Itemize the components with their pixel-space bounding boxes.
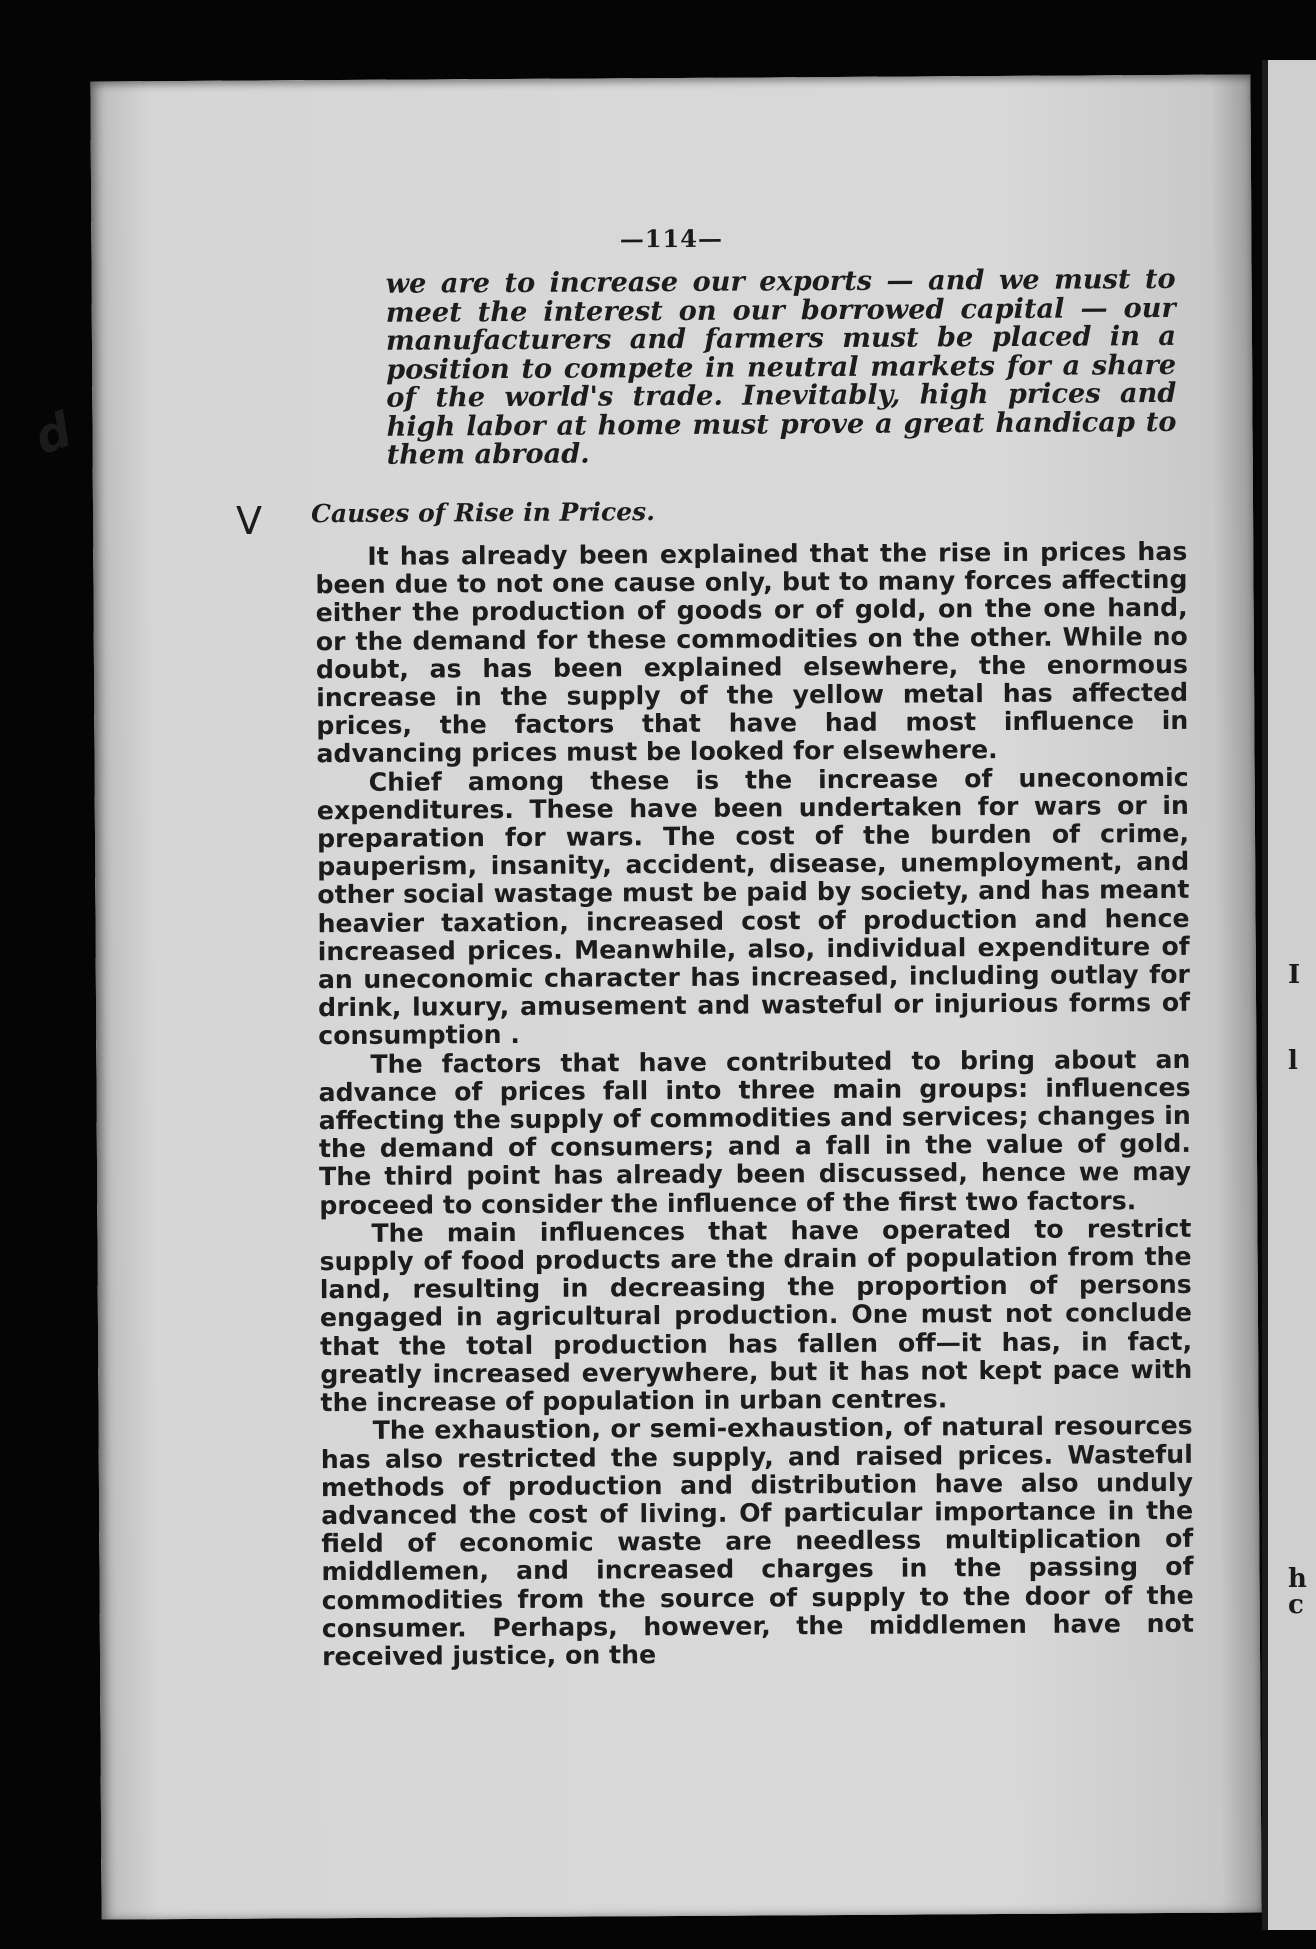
adjacent-page-fragment: h (1288, 1564, 1307, 1594)
section-heading: Causes of Rise in Prices. (310, 497, 655, 529)
paragraph: It has already been explained that the rise in prices has been due to not one cause only, but to many forces affecting either the production of goods or of gold, on the one hand, or the demand for these commodities on the other. While no doubt, as has been explained elsewhere, the enormous increase in the supply of the yellow metal has affected prices, the factors that have had most influence in advancing prices must be looked for elsewhere. (315, 536, 1189, 769)
page-number: —114— (619, 223, 724, 254)
book-page (90, 74, 1261, 1919)
adjacent-page-fragment: I (1288, 960, 1301, 990)
italic-continuation-paragraph: we are to increase our exports — and we must to meet the interest on our borrowed capital — our manufacturers and farmers must be placed in a position to compete in neutral markets for a share of the world's trade. Inevitably, high prices and high labor at home must prove a great handicap to them abroad. (385, 262, 1177, 471)
body-text (315, 538, 1194, 1671)
paragraph: The exhaustion, or semi-exhaustion, of natural resources has also restricted the supply, and raised prices. Wasteful methods of production and distribution have also unduly advanced the cost of living. Of particular importance in the field of economic waste are needless multiplication of middlemen, and increased charges in the passing of commodities from the source of supply to the door of the consumer. Perhaps, however, the middlemen have not received justice, on the (320, 1411, 1194, 1672)
adjacent-page-edge (1262, 60, 1316, 1930)
margin-checkmark: V (236, 499, 262, 543)
paragraph: The main influences that have operated to restrict supply of food products are the drain of population from the land, resulting in decreasing the proportion of persons engaged in agricultural production. One must not conclude that the total production has fallen off—it has, in fact, greatly increased everywhere, but it has not kept pace with the increase of population in urban centres. (319, 1213, 1193, 1418)
paragraph: Chief among these is the increase of uneconomic expenditures. These have been undertaken for wars or in preparation for wars. The cost of the burden of crime, pauperism, insanity, accident, disease, unemployment, and other social wastage must be paid by society, and has meant heavier taxation, increased cost of production and hence increased prices. Meanwhile, also, individual expenditure of an uneconomic character has increased, including outlay for drink, luxury, amusement and wasteful or injurious forms of consumption . (316, 762, 1191, 1051)
paragraph: The factors that have contributed to bring about an advance of prices fall into three main groups: influences affecting the supply of commodities and services; changes in the demand of consumers; and a fall in the value of gold. The third point has already been discussed, hence we may proceed to consider the influence of the first two factors. (318, 1044, 1192, 1220)
margin-handwritten-mark: d (27, 401, 79, 467)
adjacent-page-fragment: c (1288, 1590, 1304, 1620)
adjacent-page-fragment: l (1288, 1046, 1298, 1076)
